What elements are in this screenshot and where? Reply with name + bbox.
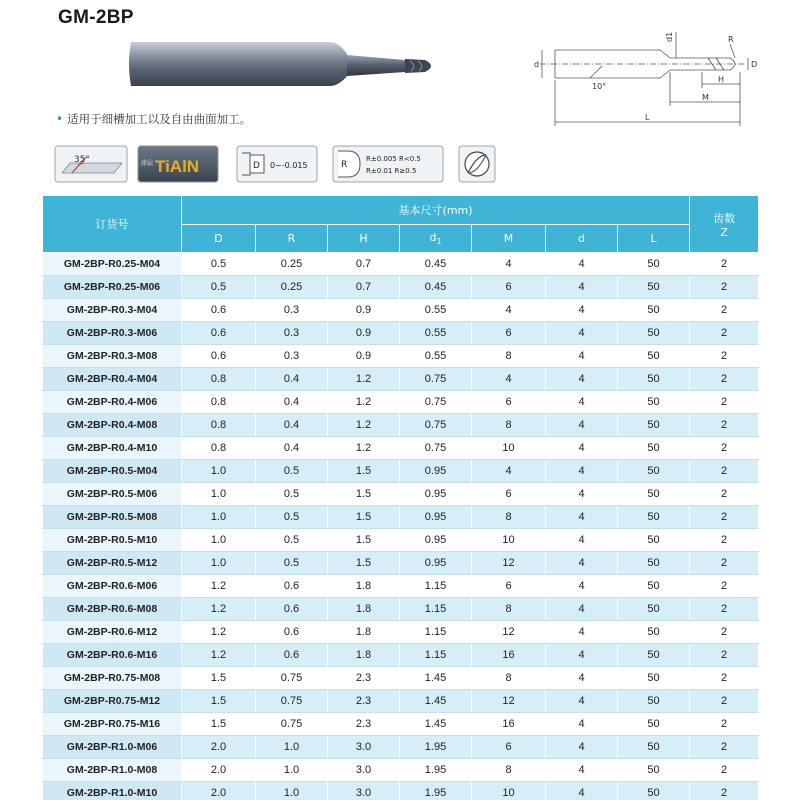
cell-d: 4 bbox=[546, 506, 618, 529]
table-row bbox=[43, 276, 759, 299]
cell-R: 0.4 bbox=[256, 414, 328, 437]
cell-order-code: GM-2BP-R0.5-M12 bbox=[43, 552, 182, 575]
cell-H: 1.5 bbox=[328, 460, 400, 483]
cell-H: 1.8 bbox=[328, 575, 400, 598]
cell-H: 2.3 bbox=[328, 690, 400, 713]
cell-D: 1.2 bbox=[182, 575, 256, 598]
cell-d1: 1.15 bbox=[400, 621, 472, 644]
cell-d1: 0.75 bbox=[400, 391, 472, 414]
cell-teeth: 2 bbox=[690, 414, 759, 437]
cell-H: 1.8 bbox=[328, 644, 400, 667]
cell-teeth: 2 bbox=[690, 460, 759, 483]
cell-H: 2.3 bbox=[328, 713, 400, 736]
cell-d1: 0.95 bbox=[400, 552, 472, 575]
cell-L: 50 bbox=[618, 437, 690, 460]
cell-H: 1.8 bbox=[328, 598, 400, 621]
usage-note bbox=[56, 111, 251, 127]
table-row bbox=[43, 414, 759, 437]
cell-d: 4 bbox=[546, 483, 618, 506]
table-row bbox=[43, 782, 759, 800]
cell-D: 0.6 bbox=[182, 345, 256, 368]
cell-order-code: GM-2BP-R0.4-M10 bbox=[43, 437, 182, 460]
cell-d: 4 bbox=[546, 322, 618, 345]
table-row bbox=[43, 322, 759, 345]
cell-R: 0.4 bbox=[256, 437, 328, 460]
col-order-code: 订货号 bbox=[43, 196, 182, 253]
tol-r-line2: R±0.01 R≥0.5 bbox=[366, 167, 417, 175]
cell-H: 1.5 bbox=[328, 552, 400, 575]
cell-order-code: GM-2BP-R1.0-M08 bbox=[43, 759, 182, 782]
cell-teeth: 2 bbox=[690, 529, 759, 552]
cell-D: 0.5 bbox=[182, 253, 256, 276]
cell-d: 4 bbox=[546, 782, 618, 800]
cell-teeth: 2 bbox=[690, 690, 759, 713]
cell-d: 4 bbox=[546, 299, 618, 322]
table-row bbox=[43, 345, 759, 368]
label-d: d bbox=[534, 60, 540, 69]
col-L: L bbox=[618, 225, 690, 253]
cell-R: 0.25 bbox=[256, 253, 328, 276]
tool-photo bbox=[125, 24, 445, 106]
cell-D: 1.5 bbox=[182, 690, 256, 713]
cell-L: 50 bbox=[618, 391, 690, 414]
cell-M: 16 bbox=[472, 644, 546, 667]
cell-order-code: GM-2BP-R0.75-M12 bbox=[43, 690, 182, 713]
cell-R: 0.75 bbox=[256, 690, 328, 713]
col-group-basic-size: 基本尺寸(mm) bbox=[182, 196, 690, 225]
cell-d1: 0.95 bbox=[400, 506, 472, 529]
table-row bbox=[43, 460, 759, 483]
cell-M: 10 bbox=[472, 437, 546, 460]
cell-L: 50 bbox=[618, 575, 690, 598]
table-row bbox=[43, 552, 759, 575]
cell-d1: 0.95 bbox=[400, 483, 472, 506]
cell-order-code: GM-2BP-R0.4-M08 bbox=[43, 414, 182, 437]
cell-R: 1.0 bbox=[256, 759, 328, 782]
cell-order-code: GM-2BP-R0.4-M04 bbox=[43, 368, 182, 391]
cell-L: 50 bbox=[618, 621, 690, 644]
cell-d: 4 bbox=[546, 667, 618, 690]
cell-M: 6 bbox=[472, 276, 546, 299]
cell-L: 50 bbox=[618, 736, 690, 759]
cell-D: 1.2 bbox=[182, 621, 256, 644]
cell-d: 4 bbox=[546, 690, 618, 713]
cell-d: 4 bbox=[546, 437, 618, 460]
cell-M: 12 bbox=[472, 552, 546, 575]
coating-badge bbox=[137, 145, 219, 183]
cell-teeth: 2 bbox=[690, 621, 759, 644]
cell-D: 1.5 bbox=[182, 713, 256, 736]
col-M: M bbox=[472, 225, 546, 253]
cell-M: 6 bbox=[472, 322, 546, 345]
col-teeth bbox=[690, 196, 759, 253]
table-row bbox=[43, 529, 759, 552]
cell-order-code: GM-2BP-R0.5-M04 bbox=[43, 460, 182, 483]
cell-M: 4 bbox=[472, 299, 546, 322]
coating-small-label: 涂层 bbox=[141, 160, 154, 167]
cell-order-code: GM-2BP-R0.6-M06 bbox=[43, 575, 182, 598]
cell-H: 0.7 bbox=[328, 253, 400, 276]
cell-D: 1.0 bbox=[182, 552, 256, 575]
cell-d1: 0.55 bbox=[400, 322, 472, 345]
cell-D: 0.8 bbox=[182, 437, 256, 460]
cell-H: 1.2 bbox=[328, 414, 400, 437]
cell-teeth: 2 bbox=[690, 506, 759, 529]
cell-L: 50 bbox=[618, 299, 690, 322]
cell-order-code: GM-2BP-R0.4-M06 bbox=[43, 391, 182, 414]
cell-M: 8 bbox=[472, 414, 546, 437]
spec-table bbox=[42, 195, 759, 800]
cell-H: 0.7 bbox=[328, 276, 400, 299]
cell-d1: 1.45 bbox=[400, 690, 472, 713]
cell-M: 12 bbox=[472, 690, 546, 713]
cell-teeth: 2 bbox=[690, 253, 759, 276]
label-l: L bbox=[645, 113, 650, 122]
cell-H: 1.5 bbox=[328, 483, 400, 506]
cell-D: 0.8 bbox=[182, 414, 256, 437]
cell-order-code: GM-2BP-R0.6-M08 bbox=[43, 598, 182, 621]
cell-H: 1.2 bbox=[328, 391, 400, 414]
cell-H: 1.5 bbox=[328, 506, 400, 529]
cell-teeth: 2 bbox=[690, 483, 759, 506]
cell-L: 50 bbox=[618, 598, 690, 621]
cell-R: 0.6 bbox=[256, 644, 328, 667]
cell-teeth: 2 bbox=[690, 575, 759, 598]
bullet-icon: • bbox=[56, 112, 64, 126]
cell-d: 4 bbox=[546, 460, 618, 483]
cell-H: 3.0 bbox=[328, 736, 400, 759]
cell-d1: 1.15 bbox=[400, 598, 472, 621]
cell-D: 2.0 bbox=[182, 759, 256, 782]
cell-M: 8 bbox=[472, 506, 546, 529]
radius-tolerance-badge bbox=[332, 145, 444, 183]
cell-L: 50 bbox=[618, 483, 690, 506]
cell-D: 0.5 bbox=[182, 276, 256, 299]
cell-d: 4 bbox=[546, 713, 618, 736]
cell-d1: 1.45 bbox=[400, 713, 472, 736]
table-row bbox=[43, 690, 759, 713]
col-D: D bbox=[182, 225, 256, 253]
table-row bbox=[43, 253, 759, 276]
col-d1 bbox=[400, 225, 472, 253]
cell-H: 2.3 bbox=[328, 667, 400, 690]
table-row bbox=[43, 483, 759, 506]
cell-M: 4 bbox=[472, 368, 546, 391]
cell-D: 2.0 bbox=[182, 782, 256, 800]
cell-R: 0.4 bbox=[256, 391, 328, 414]
cell-R: 1.0 bbox=[256, 782, 328, 800]
cell-order-code: GM-2BP-R0.5-M08 bbox=[43, 506, 182, 529]
cell-teeth: 2 bbox=[690, 322, 759, 345]
cell-M: 10 bbox=[472, 782, 546, 800]
cell-R: 0.5 bbox=[256, 483, 328, 506]
cell-D: 2.0 bbox=[182, 736, 256, 759]
cell-R: 0.3 bbox=[256, 299, 328, 322]
cell-R: 0.5 bbox=[256, 506, 328, 529]
cell-L: 50 bbox=[618, 276, 690, 299]
cell-order-code: GM-2BP-R0.75-M16 bbox=[43, 713, 182, 736]
tol-r-line1: R±0.005 R<0.5 bbox=[366, 155, 421, 163]
cell-D: 0.6 bbox=[182, 322, 256, 345]
cell-d: 4 bbox=[546, 621, 618, 644]
cell-d1: 1.45 bbox=[400, 667, 472, 690]
col-R: R bbox=[256, 225, 328, 253]
cell-d1: 1.95 bbox=[400, 782, 472, 800]
label-angle: 10° bbox=[592, 82, 607, 91]
col-teeth-z: Z bbox=[720, 225, 728, 239]
table-row bbox=[43, 713, 759, 736]
cell-teeth: 2 bbox=[690, 299, 759, 322]
cell-d1: 0.75 bbox=[400, 437, 472, 460]
cell-H: 0.9 bbox=[328, 345, 400, 368]
cell-teeth: 2 bbox=[690, 437, 759, 460]
cell-L: 50 bbox=[618, 368, 690, 391]
cell-order-code: GM-2BP-R0.6-M12 bbox=[43, 621, 182, 644]
cell-R: 0.5 bbox=[256, 552, 328, 575]
cell-L: 50 bbox=[618, 529, 690, 552]
helix-angle-value: 35° bbox=[74, 155, 90, 165]
spec-table-body bbox=[43, 253, 759, 800]
cell-d1: 0.75 bbox=[400, 414, 472, 437]
cell-d: 4 bbox=[546, 644, 618, 667]
cell-order-code: GM-2BP-R0.3-M04 bbox=[43, 299, 182, 322]
cell-H: 0.9 bbox=[328, 299, 400, 322]
cell-M: 6 bbox=[472, 736, 546, 759]
table-row bbox=[43, 667, 759, 690]
cell-D: 1.5 bbox=[182, 667, 256, 690]
cell-teeth: 2 bbox=[690, 552, 759, 575]
cell-R: 1.0 bbox=[256, 736, 328, 759]
cell-teeth: 2 bbox=[690, 759, 759, 782]
cell-d: 4 bbox=[546, 575, 618, 598]
cell-H: 3.0 bbox=[328, 782, 400, 800]
cell-d1: 1.95 bbox=[400, 759, 472, 782]
cell-H: 1.2 bbox=[328, 437, 400, 460]
cell-d1: 0.45 bbox=[400, 276, 472, 299]
cell-teeth: 2 bbox=[690, 782, 759, 800]
cell-order-code: GM-2BP-R0.3-M08 bbox=[43, 345, 182, 368]
label-m: M bbox=[702, 93, 709, 102]
cell-teeth: 2 bbox=[690, 391, 759, 414]
cell-M: 6 bbox=[472, 575, 546, 598]
cell-order-code: GM-2BP-R0.3-M06 bbox=[43, 322, 182, 345]
cell-L: 50 bbox=[618, 253, 690, 276]
cell-L: 50 bbox=[618, 552, 690, 575]
cell-d1: 0.55 bbox=[400, 299, 472, 322]
cell-D: 1.0 bbox=[182, 529, 256, 552]
cell-order-code: GM-2BP-R0.25-M06 bbox=[43, 276, 182, 299]
table-row bbox=[43, 644, 759, 667]
cell-teeth: 2 bbox=[690, 368, 759, 391]
cell-L: 50 bbox=[618, 644, 690, 667]
cell-d: 4 bbox=[546, 345, 618, 368]
cell-R: 0.3 bbox=[256, 322, 328, 345]
table-row bbox=[43, 621, 759, 644]
cell-order-code: GM-2BP-R1.0-M10 bbox=[43, 782, 182, 800]
cell-L: 50 bbox=[618, 506, 690, 529]
tol-d-symbol: D bbox=[253, 161, 260, 171]
cell-R: 0.6 bbox=[256, 575, 328, 598]
cell-L: 50 bbox=[618, 460, 690, 483]
cell-d1: 0.75 bbox=[400, 368, 472, 391]
usage-note-text: 适用于细槽加工以及自由曲面加工。 bbox=[67, 112, 252, 126]
cell-R: 0.5 bbox=[256, 529, 328, 552]
cell-R: 0.25 bbox=[256, 276, 328, 299]
cell-order-code: GM-2BP-R0.75-M08 bbox=[43, 667, 182, 690]
cell-d: 4 bbox=[546, 736, 618, 759]
cell-d: 4 bbox=[546, 368, 618, 391]
cell-teeth: 2 bbox=[690, 713, 759, 736]
cell-M: 4 bbox=[472, 460, 546, 483]
cell-d1: 0.55 bbox=[400, 345, 472, 368]
cell-d: 4 bbox=[546, 529, 618, 552]
cell-d1: 0.45 bbox=[400, 253, 472, 276]
cell-H: 1.8 bbox=[328, 621, 400, 644]
col-d1-main: d bbox=[429, 230, 437, 244]
cell-d1: 1.15 bbox=[400, 644, 472, 667]
label-big-d: D bbox=[751, 60, 758, 69]
cell-L: 50 bbox=[618, 782, 690, 800]
cell-H: 1.2 bbox=[328, 368, 400, 391]
table-row bbox=[43, 736, 759, 759]
cell-teeth: 2 bbox=[690, 276, 759, 299]
col-H: H bbox=[328, 225, 400, 253]
cell-R: 0.6 bbox=[256, 598, 328, 621]
cell-D: 1.0 bbox=[182, 460, 256, 483]
cell-H: 0.9 bbox=[328, 322, 400, 345]
cell-R: 0.75 bbox=[256, 713, 328, 736]
tol-r-symbol: R bbox=[341, 160, 348, 170]
cell-R: 0.4 bbox=[256, 368, 328, 391]
table-row bbox=[43, 391, 759, 414]
cell-R: 0.5 bbox=[256, 460, 328, 483]
cell-teeth: 2 bbox=[690, 667, 759, 690]
cell-teeth: 2 bbox=[690, 345, 759, 368]
table-row bbox=[43, 506, 759, 529]
cell-d: 4 bbox=[546, 391, 618, 414]
ball-nose-badge bbox=[458, 145, 496, 183]
cell-L: 50 bbox=[618, 690, 690, 713]
cell-H: 1.5 bbox=[328, 529, 400, 552]
cell-order-code: GM-2BP-R0.5-M06 bbox=[43, 483, 182, 506]
cell-teeth: 2 bbox=[690, 598, 759, 621]
cell-R: 0.3 bbox=[256, 345, 328, 368]
label-r: R bbox=[728, 35, 734, 44]
tol-d-value: 0~-0.015 bbox=[270, 161, 308, 170]
cell-d1: 1.15 bbox=[400, 575, 472, 598]
cell-order-code: GM-2BP-R0.25-M04 bbox=[43, 253, 182, 276]
cell-D: 0.6 bbox=[182, 299, 256, 322]
cell-R: 0.75 bbox=[256, 667, 328, 690]
col-teeth-label: 齿数 bbox=[713, 211, 736, 225]
cell-d: 4 bbox=[546, 598, 618, 621]
cell-L: 50 bbox=[618, 759, 690, 782]
cell-L: 50 bbox=[618, 414, 690, 437]
label-d1: d1 bbox=[665, 31, 674, 42]
cell-d1: 0.95 bbox=[400, 460, 472, 483]
cell-d: 4 bbox=[546, 276, 618, 299]
cell-D: 1.2 bbox=[182, 644, 256, 667]
helix-angle-badge bbox=[54, 145, 128, 183]
coating-label: TiAlN bbox=[155, 157, 200, 176]
cell-M: 12 bbox=[472, 621, 546, 644]
cell-L: 50 bbox=[618, 322, 690, 345]
cell-d: 4 bbox=[546, 253, 618, 276]
cell-H: 3.0 bbox=[328, 759, 400, 782]
cell-M: 8 bbox=[472, 598, 546, 621]
table-row bbox=[43, 437, 759, 460]
cell-M: 6 bbox=[472, 391, 546, 414]
col-d: d bbox=[546, 225, 618, 253]
cell-d1: 1.95 bbox=[400, 736, 472, 759]
cell-M: 4 bbox=[472, 253, 546, 276]
cell-order-code: GM-2BP-R0.6-M16 bbox=[43, 644, 182, 667]
cell-D: 1.0 bbox=[182, 483, 256, 506]
cell-order-code: GM-2BP-R0.5-M10 bbox=[43, 529, 182, 552]
cell-M: 8 bbox=[472, 345, 546, 368]
cell-D: 1.2 bbox=[182, 598, 256, 621]
cell-d1: 0.95 bbox=[400, 529, 472, 552]
cell-M: 16 bbox=[472, 713, 546, 736]
cell-M: 8 bbox=[472, 759, 546, 782]
cell-teeth: 2 bbox=[690, 644, 759, 667]
cell-R: 0.6 bbox=[256, 621, 328, 644]
table-row bbox=[43, 299, 759, 322]
cell-d: 4 bbox=[546, 552, 618, 575]
cell-M: 8 bbox=[472, 667, 546, 690]
cell-D: 1.0 bbox=[182, 506, 256, 529]
cell-L: 50 bbox=[618, 667, 690, 690]
cell-order-code: GM-2BP-R1.0-M06 bbox=[43, 736, 182, 759]
diameter-tolerance-badge bbox=[236, 145, 318, 183]
cell-M: 6 bbox=[472, 483, 546, 506]
col-d1-sub: 1 bbox=[436, 237, 442, 247]
label-h: H bbox=[718, 75, 725, 84]
dimension-drawing bbox=[530, 22, 762, 130]
cell-d: 4 bbox=[546, 759, 618, 782]
product-title: GM-2BP bbox=[58, 7, 134, 28]
cell-L: 50 bbox=[618, 345, 690, 368]
table-row bbox=[43, 598, 759, 621]
cell-L: 50 bbox=[618, 713, 690, 736]
cell-M: 10 bbox=[472, 529, 546, 552]
table-row bbox=[43, 368, 759, 391]
table-row bbox=[43, 575, 759, 598]
table-row bbox=[43, 759, 759, 782]
cell-d: 4 bbox=[546, 414, 618, 437]
cell-D: 0.8 bbox=[182, 368, 256, 391]
cell-D: 0.8 bbox=[182, 391, 256, 414]
cell-teeth: 2 bbox=[690, 736, 759, 759]
